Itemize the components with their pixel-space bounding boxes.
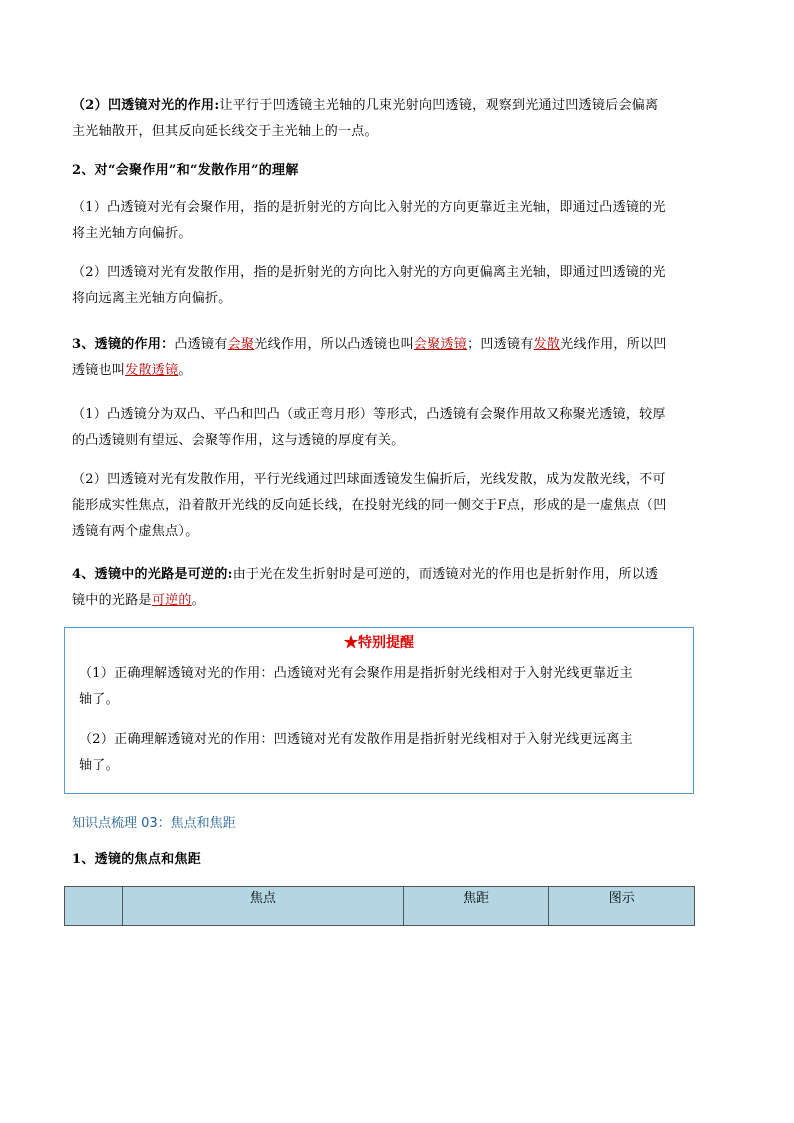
text: 透镜也叫 <box>72 363 126 378</box>
text: 由于光在发生折射时是可逆的，而透镜对光的作用也是折射作用，所以透 <box>232 567 659 582</box>
table-header-row <box>65 887 695 926</box>
paragraph-text: 让平行于凹透镜主光轴的几束光射向凹透镜，观察到光通过凹透镜后会偏离 <box>219 98 659 113</box>
text: 镜中的光路是 <box>72 593 152 608</box>
paragraph-lead: （2）凹透镜对光的作用: <box>72 98 220 113</box>
table-header-diagram: 图示 <box>549 887 695 926</box>
paragraph-text: （2）凹透镜对光有发散作用，平行光线通过凹球面透镜发生偏折后，光线发散，成为发散光线，不可 <box>72 472 666 487</box>
keyword-diverge: 发散 <box>533 337 561 352</box>
text: 光线作用，所以凹 <box>560 337 667 352</box>
keyword-reversible: 可逆的 <box>151 593 192 608</box>
heading-lead: 3、透镜的作用： <box>72 337 175 352</box>
reminder-text: 轴了。 <box>79 758 119 773</box>
paragraph-text: 将向远离主光轴方向偏折。 <box>72 291 232 306</box>
keyword-converging-lens: 会聚透镜 <box>413 337 468 352</box>
table-header-focal-length: 焦距 <box>403 887 549 926</box>
section-heading-2: 2、对“会聚作用”和“发散作用”的理解 <box>72 163 299 178</box>
reminder-text: （2）正确理解透镜对光的作用：凹透镜对光有发散作用是指折射光线相对于入射光线更远离主 <box>79 732 633 747</box>
paragraph-convex-convergence <box>72 195 727 247</box>
reminder-text: （1）正确理解透镜对光的作用：凸透镜对光有会聚作用是指折射光线相对于入射光线更靠近主 <box>79 666 633 681</box>
paragraph-text: 能形成实性焦点，沿着散开光线的反向延长线，在投射光线的同一侧交于F点，形成的是一虚焦点（凹 <box>72 498 667 513</box>
paragraph-text: 将主光轴方向偏折。 <box>72 226 192 241</box>
paragraph-text: 主光轴散开，但其反向延长线交于主光轴上的一点。 <box>72 124 378 139</box>
text: ；凹透镜有 <box>467 337 534 352</box>
focus-table <box>64 886 695 926</box>
paragraph-concave-divergence <box>72 260 727 312</box>
paragraph-text: （1）凸透镜对光有会聚作用，指的是折射光的方向比入射光的方向更靠近主光轴，即通过凸透镜的光 <box>72 200 666 215</box>
paragraph-text: 的凸透镜则有望远、会聚等作用，这与透镜的厚度有关。 <box>72 433 405 448</box>
knowledge-point-heading: 知识点梳理 03：焦点和焦距 <box>72 816 236 831</box>
paragraph-text: （2）凹透镜对光有发散作用，指的是折射光的方向比入射光的方向更偏离主光轴，即通过凹透镜的光 <box>72 265 666 280</box>
keyword-diverging-lens: 发散透镜 <box>125 363 179 378</box>
reminder-item-2 <box>79 727 684 779</box>
special-reminder-title: ★特别提醒 <box>344 635 414 651</box>
special-reminder-box <box>64 627 694 794</box>
paragraph-concave-lens-effect <box>72 93 727 145</box>
paragraph-text: （1）凸透镜分为双凸、平凸和凹凸（或正弯月形）等形式，凸透镜有会聚作用故又称聚光透镜，较厚 <box>72 407 666 422</box>
paragraph-text: 透镜有两个虚焦点）。 <box>72 524 199 539</box>
text: 光线作用，所以凸透镜也叫 <box>254 337 414 352</box>
text: 凸透镜有 <box>174 337 228 352</box>
table-header-blank <box>65 887 123 926</box>
heading-lead: 4、透镜中的光路是可逆的: <box>72 567 233 582</box>
section-heading-4 <box>72 562 727 614</box>
keyword-converge: 会聚 <box>227 337 255 352</box>
section-heading-focus: 1、透镜的焦点和焦距 <box>72 852 202 867</box>
text: 。 <box>178 363 192 378</box>
paragraph-concave-virtual-focus <box>72 467 727 545</box>
reminder-item-1 <box>79 661 684 713</box>
paragraph-convex-forms <box>72 402 727 454</box>
table-header-focus: 焦点 <box>122 887 403 926</box>
reminder-text: 轴了。 <box>79 692 119 707</box>
text: 。 <box>191 593 206 608</box>
section-heading-3 <box>72 332 727 384</box>
